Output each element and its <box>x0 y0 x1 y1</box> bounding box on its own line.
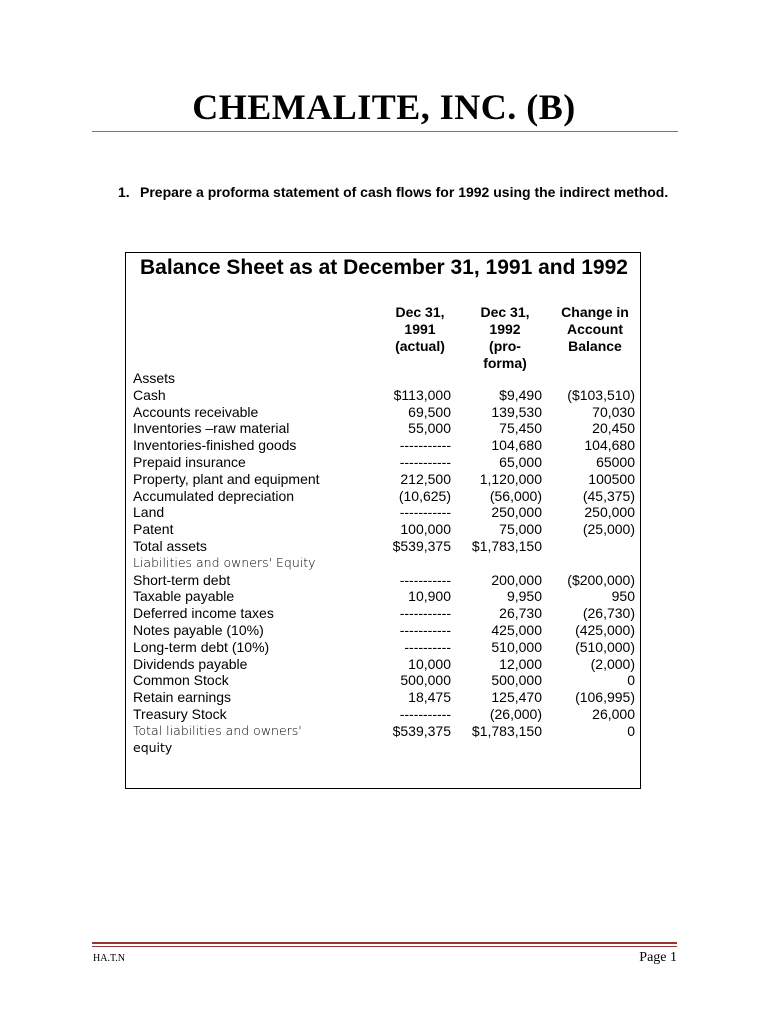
question-number: 1. <box>118 184 130 200</box>
row-label: Accounts receivable <box>133 403 259 420</box>
row-value-v3: 70,030 <box>592 403 635 420</box>
row-value-v2: (26,000) <box>489 705 542 722</box>
table-row <box>126 656 642 673</box>
row-label: Inventories –raw material <box>133 420 290 437</box>
table-row <box>126 437 642 454</box>
row-value-v3: ($103,510) <box>567 386 635 403</box>
row-value-v2: 500,000 <box>491 672 542 689</box>
row-label: Land <box>133 504 165 521</box>
row-value-v1: 10,900 <box>408 588 451 605</box>
table-row <box>126 521 642 538</box>
table-row <box>126 538 642 555</box>
question-1 <box>118 182 678 202</box>
row-value-v3: (26,730) <box>582 605 635 622</box>
row-label: Liabilities and owners' Equity <box>133 554 316 570</box>
table-row <box>126 605 642 622</box>
row-value-v1: $539,375 <box>392 537 451 554</box>
table-row <box>126 689 642 706</box>
row-label: Cash <box>133 386 166 403</box>
row-label: Short-term debt <box>133 571 231 588</box>
row-value-v1: ----------- <box>399 605 451 622</box>
row-value-v3: 26,000 <box>592 705 635 722</box>
row-value-v2: 125,470 <box>491 689 542 706</box>
row-value-v3: 950 <box>611 588 635 605</box>
question-text: Prepare a proforma statement of cash flows for 1992 using the indirect method. <box>140 184 669 200</box>
row-value-v2: (56,000) <box>489 487 542 504</box>
row-value-v1: $539,375 <box>392 722 451 739</box>
table-row <box>126 588 642 605</box>
row-value-v3: 104,680 <box>584 437 635 454</box>
row-value-v2: 26,730 <box>499 605 542 622</box>
row-value-v1: ----------- <box>399 437 451 454</box>
row-label: Dividends payable <box>133 655 248 672</box>
row-value-v3: 20,450 <box>592 420 635 437</box>
document-title: CHEMALITE, INC. (B) <box>192 87 576 127</box>
table-row <box>126 740 642 757</box>
row-value-v1: ----------- <box>399 621 451 638</box>
table-row <box>126 572 642 589</box>
row-value-v3: (106,995) <box>575 689 635 706</box>
row-value-v2: 250,000 <box>491 504 542 521</box>
row-label: Inventories-finished goods <box>133 437 297 454</box>
row-value-v1: 212,500 <box>400 470 451 487</box>
footer-rule-thin <box>92 946 677 947</box>
row-value-v2: $9,490 <box>499 386 542 403</box>
table-row <box>126 387 642 404</box>
row-value-v1: 18,475 <box>408 689 451 706</box>
row-value-v3: 100500 <box>588 470 635 487</box>
table-row <box>126 471 642 488</box>
row-value-v1: ----------- <box>399 705 451 722</box>
row-label: Accumulated depreciation <box>133 487 295 504</box>
table-row <box>126 370 642 387</box>
column-header-change: Change in Account Balance <box>561 304 629 354</box>
row-value-v3: (2,000) <box>590 655 635 672</box>
column-header-1991: Dec 31, 1991 (actual) <box>395 304 445 354</box>
row-label: Common Stock <box>133 672 229 689</box>
table-row <box>126 404 642 421</box>
row-value-v3: (25,000) <box>582 521 635 538</box>
row-value-v1: 55,000 <box>408 420 451 437</box>
row-value-v3: 65000 <box>596 453 635 470</box>
row-label: Deferred income taxes <box>133 605 274 622</box>
row-value-v2: $1,783,150 <box>471 722 542 739</box>
row-label: Property, plant and equipment <box>133 470 320 487</box>
row-label: Long-term debt (10%) <box>133 638 270 655</box>
table-row <box>126 723 642 740</box>
row-value-v2: 139,530 <box>491 403 542 420</box>
row-label: Total liabilities and owners' <box>133 722 302 738</box>
row-value-v1: ----------- <box>399 453 451 470</box>
row-label: Treasury Stock <box>133 705 227 722</box>
footer-author: HA.T.N <box>93 953 126 964</box>
table-row <box>126 488 642 505</box>
row-label: Total assets <box>133 537 207 554</box>
table-row <box>126 454 642 471</box>
row-value-v2: 75,450 <box>499 420 542 437</box>
row-value-v1: 69,500 <box>408 403 451 420</box>
table-row <box>126 622 642 639</box>
row-value-v3: 0 <box>627 672 635 689</box>
row-value-v3: (425,000) <box>575 621 635 638</box>
row-value-v3: 0 <box>627 722 635 739</box>
row-label: Patent <box>133 521 174 538</box>
row-value-v3: (510,000) <box>575 638 635 655</box>
row-label: Prepaid insurance <box>133 453 246 470</box>
row-value-v1: ----------- <box>399 571 451 588</box>
row-value-v1: $113,000 <box>393 386 451 403</box>
row-value-v3: (45,375) <box>582 487 635 504</box>
title-underline <box>92 131 678 132</box>
row-value-v1: (10,625) <box>398 487 451 504</box>
row-label-continuation: equity <box>133 739 173 755</box>
table-row <box>126 555 642 572</box>
row-value-v1: 500,000 <box>400 672 451 689</box>
balance-sheet-rows <box>126 370 642 756</box>
balance-sheet-table <box>125 252 641 789</box>
row-value-v2: $1,783,150 <box>471 537 542 554</box>
row-value-v2: 9,950 <box>506 588 542 605</box>
row-label: Retain earnings <box>133 689 232 706</box>
row-value-v1: 10,000 <box>408 655 451 672</box>
row-value-v1: ----------- <box>399 504 451 521</box>
row-label: Assets <box>133 370 176 386</box>
row-value-v2: 510,000 <box>491 638 542 655</box>
page-number: Page 1 <box>639 950 677 965</box>
footer-rule <box>92 942 677 944</box>
row-label: Notes payable (10%) <box>133 621 264 638</box>
row-value-v3: ($200,000) <box>567 571 635 588</box>
row-value-v2: 65,000 <box>499 453 542 470</box>
table-row <box>126 420 642 437</box>
row-value-v2: 425,000 <box>491 621 542 638</box>
table-row <box>126 672 642 689</box>
table-row <box>126 504 642 521</box>
table-row <box>126 706 642 723</box>
column-header-1992: Dec 31, 1992 (pro- forma) <box>480 304 530 371</box>
row-value-v2: 1,120,000 <box>479 470 542 487</box>
row-value-v2: 200,000 <box>491 571 542 588</box>
table-row <box>126 639 642 656</box>
row-value-v3: 250,000 <box>584 504 635 521</box>
balance-sheet-title: Balance Sheet as at December 31, 1991 and 1992 <box>140 256 628 279</box>
row-label: Taxable payable <box>133 588 235 605</box>
row-value-v1: ---------- <box>404 638 451 655</box>
row-value-v2: 75,000 <box>499 521 542 538</box>
row-value-v2: 12,000 <box>499 655 542 672</box>
row-value-v1: 100,000 <box>400 521 451 538</box>
row-value-v2: 104,680 <box>491 437 542 454</box>
